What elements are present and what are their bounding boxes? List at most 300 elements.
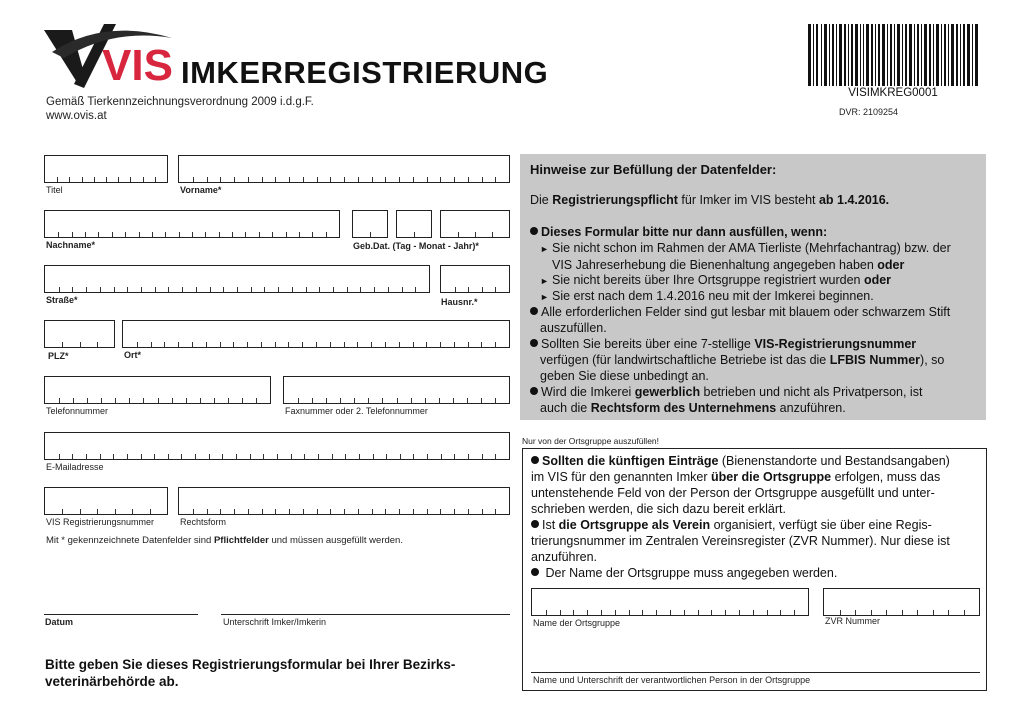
field-tick [155,287,156,292]
field-tick [615,610,616,615]
field-tick [127,287,128,292]
field-tick [670,610,671,615]
field-tick [358,177,359,182]
vorname-field[interactable] [178,155,510,183]
field-tick [87,398,88,403]
vorname-label: Vorname* [180,185,222,195]
field-tick [304,454,305,459]
field-tick [560,610,561,615]
field-tick [106,177,107,182]
field-tick [247,342,248,347]
geb-tag-field[interactable] [352,210,388,238]
field-tick [289,509,290,514]
field-tick [439,398,440,403]
field-tick [214,398,215,403]
field-tick [326,398,327,403]
field-tick [414,232,415,237]
bullet-icon [530,339,538,347]
field-tick [154,454,155,459]
field-tick [440,177,441,182]
field-tick [299,232,300,237]
field-tick [333,287,334,292]
field-tick [150,509,151,514]
datum-line[interactable] [44,614,198,615]
field-tick [400,454,401,459]
field-tick [933,610,934,615]
field-tick [207,177,208,182]
field-tick [222,454,223,459]
telefon-field[interactable] [44,376,271,404]
field-tick [251,287,252,292]
field-tick [546,610,547,615]
email-label: E-Mailadresse [46,462,104,472]
bullet-icon [530,387,538,395]
field-tick [382,398,383,403]
field-tick [59,454,60,459]
commercial-hint: Wird die Imkerei gewerblich betrieben und nicht als Privatperson, ist auch die Rechtsform des Unternehmens anzuführen. [530,384,976,416]
field-tick [794,610,795,615]
field-tick [259,232,260,237]
field-tick [178,342,179,347]
field-tick [482,454,483,459]
field-tick [370,232,371,237]
field-tick [413,509,414,514]
field-tick [264,287,265,292]
field-tick [94,177,95,182]
field-tick [386,454,387,459]
unterschrift-line[interactable] [221,614,510,615]
field-tick [372,177,373,182]
field-tick [303,509,304,514]
field-tick [234,177,235,182]
field-tick [179,232,180,237]
field-tick [115,398,116,403]
field-tick [359,454,360,459]
field-tick [413,177,414,182]
hausnr-label: Hausnr.* [441,297,478,307]
field-tick [495,509,496,514]
field-tick [374,287,375,292]
field-tick [468,287,469,292]
website-link[interactable]: www.ovis.at [46,110,107,122]
field-tick [317,509,318,514]
ortsgruppe-verein-text: Ist die Ortsgruppe als Verein organisiert, verfügt sie über eine Regis- trierungsnummer im Zentralen Vereinsregister (ZVR Nummer). Nur diese ist anzuführen. [531,518,950,564]
field-tick [69,177,70,182]
field-tick [209,454,210,459]
vis-number-hint: Sollten Sie bereits über eine 7-stellige VIS-Registrierungsnummer verfügen (für landwirtschaftliche Betriebe ist das die LFBIS Nummer), so geben Sie diese unbedingt an. [530,336,976,384]
field-tick [220,342,221,347]
field-tick [139,232,140,237]
field-tick [303,177,304,182]
ortsgruppe-signature-label: Name und Unterschrift der verantwortlichen Person in der Ortsgruppe [533,675,811,685]
field-tick [780,610,781,615]
registration-duty-text: Die Registrierungspflicht für Imker im VIS besteht ab 1.4.2016. [530,193,890,207]
barcode [808,24,978,86]
field-tick [458,232,459,237]
field-tick [425,398,426,403]
field-tick [482,177,483,182]
field-tick [368,398,369,403]
field-tick [172,398,173,403]
field-tick [482,287,483,292]
field-tick [385,342,386,347]
field-tick [130,177,131,182]
field-tick [112,232,113,237]
field-tick [277,454,278,459]
field-tick [642,610,643,615]
field-tick [330,177,331,182]
field-tick [684,610,685,615]
field-tick [306,287,307,292]
field-tick [467,398,468,403]
field-tick [73,398,74,403]
hints-heading: Hinweise zur Befüllung der Datenfelder: [530,162,777,177]
arrow-right-icon: ► [540,292,549,302]
field-tick [371,342,372,347]
field-tick [143,177,144,182]
ortsgruppe-box [522,448,987,691]
nachname-label: Nachname* [46,240,96,250]
field-tick [711,610,712,615]
field-tick [402,287,403,292]
field-tick [385,177,386,182]
field-tick [186,398,187,403]
regulation-text: Gemäß Tierkennzeichnungsverordnung 2009 i.d.g.F. [46,96,314,108]
field-tick [193,177,194,182]
titel-field[interactable] [44,155,168,183]
field-tick [165,232,166,237]
field-tick [72,232,73,237]
field-tick [388,287,389,292]
barcode-number: VISIMKREG0001 [848,87,938,99]
condition-1: ► Sie nicht schon im Rahmen der AMA Tierliste (Mehrfachantrag) bzw. der VIS Jahreserhebung die Bienenhaltung angegeben haben oder [540,241,951,272]
fax-field[interactable] [283,376,510,404]
ortsgruppe-name-required: Der Name der Ortsgruppe muss angegeben werden. [531,565,978,581]
email-field[interactable] [44,432,510,460]
field-tick [141,454,142,459]
bullet-icon [531,456,539,464]
field-tick [411,398,412,403]
ortsgruppe-name-field[interactable] [531,588,809,616]
ortsgruppe-signature-line[interactable] [531,672,980,673]
field-tick [357,342,358,347]
field-tick [495,177,496,182]
field-tick [495,287,496,292]
field-tick [440,509,441,514]
field-tick [917,610,918,615]
footer-instruction: Bitte geben Sie dieses Registrierungsformular bei Ihrer Bezirks-veterinärbehörde ab. [45,657,456,689]
field-tick [100,287,101,292]
field-tick [278,287,279,292]
field-tick [455,287,456,292]
field-tick [114,287,115,292]
field-tick [262,509,263,514]
field-tick [100,454,101,459]
field-tick [427,177,428,182]
geb-jahr-field[interactable] [440,210,510,238]
field-tick [158,398,159,403]
field-tick [207,509,208,514]
field-tick [62,342,63,347]
field-tick [233,342,234,347]
field-tick [385,509,386,514]
field-tick [468,342,469,347]
field-tick [573,610,574,615]
field-tick [317,177,318,182]
hints-box [520,154,986,420]
field-tick [344,177,345,182]
field-tick [495,398,496,403]
field-tick [168,287,169,292]
field-tick [492,232,493,237]
bullet-icon [530,227,538,235]
vis-logo [44,22,174,92]
field-tick [57,177,58,182]
form-title: IMKERREGISTRIERUNG [181,55,549,90]
field-tick [902,610,903,615]
strasse-label: Straße* [46,295,78,305]
bullet-icon [531,520,539,528]
telefon-label: Telefonnummer [46,406,109,416]
field-tick [454,509,455,514]
field-tick [298,398,299,403]
field-tick [373,454,374,459]
field-tick [80,509,81,514]
field-tick [698,610,699,615]
field-tick [234,509,235,514]
field-tick [262,177,263,182]
arrow-right-icon: ► [540,276,549,286]
field-tick [964,610,965,615]
field-tick [344,509,345,514]
field-tick [454,177,455,182]
field-tick [288,342,289,347]
field-tick [399,509,400,514]
field-tick [475,232,476,237]
field-tick [587,610,588,615]
rechtsform-field[interactable] [178,487,510,515]
field-tick [58,232,59,237]
field-tick [358,509,359,514]
condition-3: ► Sie erst nach dem 1.4.2016 neu mit der Imkerei beginnen. [540,289,874,303]
field-tick [168,454,169,459]
field-tick [263,454,264,459]
field-tick [261,342,262,347]
field-tick [86,454,87,459]
plz-field[interactable] [44,320,115,348]
field-tick [427,454,428,459]
strasse-field[interactable] [44,265,430,293]
field-tick [948,610,949,615]
field-tick [495,454,496,459]
field-tick [59,398,60,403]
ort-field[interactable] [122,320,510,348]
field-tick [453,398,454,403]
field-tick [223,287,224,292]
field-tick [399,342,400,347]
nachname-field[interactable] [44,210,340,238]
field-tick [318,454,319,459]
field-tick [753,610,754,615]
field-tick [354,398,355,403]
field-tick [228,398,229,403]
field-tick [739,610,740,615]
field-tick [312,398,313,403]
field-tick [118,177,119,182]
zvr-number-field[interactable] [823,588,980,616]
titel-label: Titel [46,185,63,195]
field-tick [767,610,768,615]
field-tick [330,342,331,347]
fax-label: Faxnummer oder 2. Telefonnummer [285,406,428,416]
field-tick [286,232,287,237]
field-tick [151,342,152,347]
field-tick [250,454,251,459]
field-tick [59,287,60,292]
field-tick [495,342,496,347]
field-tick [127,454,128,459]
field-tick [82,177,83,182]
field-tick [164,342,165,347]
field-tick [399,177,400,182]
field-tick [481,398,482,403]
field-tick [256,398,257,403]
field-tick [137,342,138,347]
field-tick [415,287,416,292]
field-tick [345,454,346,459]
field-tick [275,177,276,182]
field-tick [426,342,427,347]
field-tick [468,454,469,459]
geb-monat-field[interactable] [396,210,432,238]
field-tick [237,287,238,292]
field-tick [871,610,872,615]
bullet-icon [531,568,539,576]
field-tick [319,287,320,292]
field-tick [125,232,126,237]
field-tick [192,232,193,237]
field-tick [210,287,211,292]
field-tick [629,610,630,615]
field-tick [196,287,197,292]
field-tick [413,454,414,459]
field-tick [182,287,183,292]
field-tick [232,232,233,237]
field-tick [248,177,249,182]
svg-text:VIS: VIS [102,41,173,90]
field-tick [242,398,243,403]
field-tick [192,342,193,347]
field-tick [468,509,469,514]
field-tick [152,232,153,237]
unterschrift-label: Unterschrift Imker/Imkerin [223,617,327,627]
ort-label: Ort* [124,350,142,360]
field-tick [482,509,483,514]
field-tick [195,454,196,459]
field-tick [855,610,856,615]
field-tick [236,454,237,459]
field-tick [272,232,273,237]
field-tick [275,342,276,347]
pen-hint: Alle erforderlichen Felder sind gut lesbar mit blauem oder schwarzem Stift auszufüllen. [530,304,976,336]
field-tick [481,342,482,347]
field-tick [413,342,414,347]
field-tick [360,287,361,292]
field-tick [468,177,469,182]
field-tick [101,398,102,403]
field-tick [601,610,602,615]
field-tick [220,177,221,182]
field-tick [454,342,455,347]
field-tick [289,177,290,182]
field-tick [316,342,317,347]
field-tick [332,454,333,459]
field-tick [275,509,276,514]
field-tick [129,398,130,403]
field-tick [347,287,348,292]
bullet-icon [530,307,538,315]
ortsgruppe-caption: Nur von der Ortsgruppe auszufüllen! [522,436,660,446]
field-tick [181,454,182,459]
field-tick [886,610,887,615]
zvr-number-label: ZVR Nummer [825,616,881,626]
field-tick [248,509,249,514]
dvr-number: DVR: 2109254 [839,107,899,117]
field-tick [206,342,207,347]
field-tick [725,610,726,615]
field-tick [441,454,442,459]
vis-nr-field[interactable] [44,487,168,515]
field-tick [132,509,133,514]
vis-nr-label: VIS Registrierungsnummer [46,517,155,527]
field-tick [312,232,313,237]
field-tick [219,232,220,237]
field-tick [397,398,398,403]
field-tick [113,454,114,459]
gebdat-label: Geb.Dat. (Tag - Monat - Jahr)* [353,241,479,251]
field-tick [62,509,63,514]
field-tick [326,232,327,237]
field-tick [85,232,86,237]
field-tick [656,610,657,615]
field-tick [427,509,428,514]
field-tick [143,398,144,403]
hausnr-field[interactable] [440,265,510,293]
field-tick [97,509,98,514]
field-tick [344,342,345,347]
field-tick [440,342,441,347]
field-tick [200,398,201,403]
field-tick [340,398,341,403]
field-tick [97,342,98,347]
field-tick [840,610,841,615]
field-tick [155,177,156,182]
only-if-text: Dieses Formular bitte nur dann ausfüllen, wenn: [530,224,976,240]
field-tick [291,454,292,459]
field-tick [220,509,221,514]
field-tick [80,342,81,347]
ortsgruppe-name-label: Name der Ortsgruppe [533,618,621,628]
field-tick [245,232,246,237]
field-tick [72,454,73,459]
field-tick [141,287,142,292]
plz-label: PLZ* [48,351,69,361]
field-tick [193,509,194,514]
rechtsform-label: Rechtsform [180,517,227,527]
field-tick [86,287,87,292]
arrow-right-icon: ► [540,244,549,254]
field-tick [454,454,455,459]
